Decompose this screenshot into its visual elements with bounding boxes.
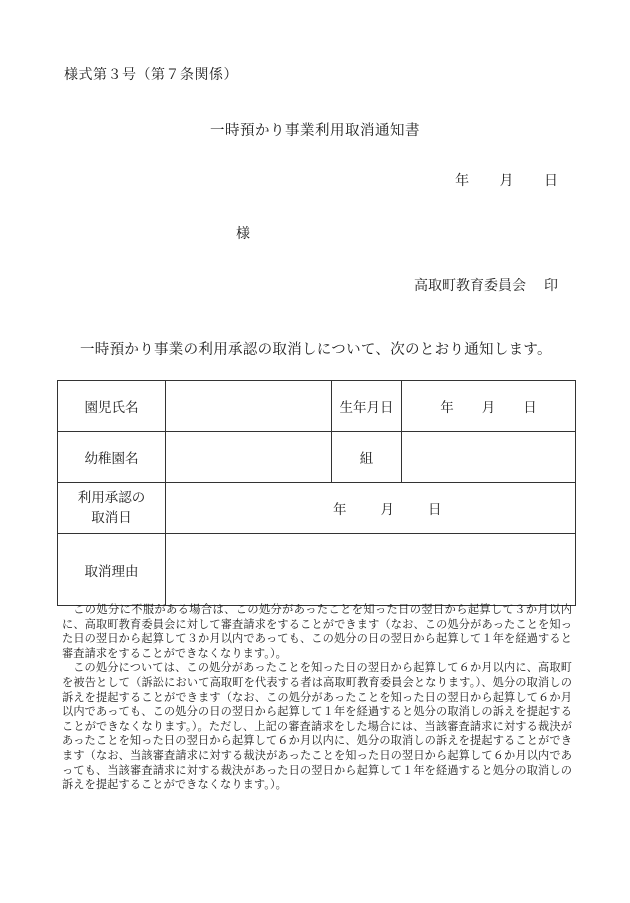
form-table: [57, 380, 576, 606]
addressee-suffix: 様: [236, 226, 250, 242]
cancel-date-month: 月: [380, 502, 394, 518]
issue-date: [455, 170, 558, 190]
appeal-notice: [62, 603, 572, 793]
intro-text: 一時預かり事業の利用承認の取消しについて、次のとおり通知します。: [80, 342, 552, 358]
cancel-date-label: [58, 483, 166, 534]
table-row: [58, 381, 576, 432]
birthdate-label: 生年月日: [332, 381, 402, 432]
table-row: [58, 432, 576, 483]
birthdate-year: 年: [440, 400, 454, 416]
table-row: [58, 534, 576, 606]
cancel-date-field: [166, 483, 576, 534]
reason-field: [166, 534, 576, 606]
child-name-field: [166, 381, 332, 432]
issue-date-month: 月: [499, 173, 514, 189]
seal-mark: 印: [544, 278, 558, 294]
form-number: 様式第３号（第７条関係）: [64, 67, 238, 83]
cancel-date-label-line2: 取消日: [91, 510, 132, 526]
birthdate-field: [402, 381, 576, 432]
kindergarten-field: [166, 432, 332, 483]
child-name-label: 園児氏名: [58, 381, 166, 432]
table-row: [58, 483, 576, 534]
appeal-notice-paragraph-1: この処分に不服がある場合は、この処分があったことを知った日の翌日から起算して３か月以内に、高取町教育委員会に対して審査請求をすることができます（なお、この処分があったことを知った日の翌日から起算して３か月以内であっても、この処分の日の翌日から起算して１年を経過すると審査請求をすることができなくなります。）。: [62, 603, 572, 660]
reason-label: 取消理由: [58, 534, 166, 606]
appeal-notice-paragraph-2: この処分については、この処分があったことを知った日の翌日から起算して６か月以内に、高取町を被告として（訴訟において高取町を代表する者は高取町教育委員会となります。）、処分の取消しの訴えを提起することができます（なお、この処分があったことを知った日の翌日から起算して６か月以内であっても、この処分の日の翌日から起算して１年を経過すると処分の取消しの訴えを提起することができなくなります。）。ただし、上記の審査請求をした場合には、当該審査請求に対する裁決があったことを知った日の翌日から起算して６か月以内に、処分の取消しの訴えを提起することができます（なお、当該審査請求に対する裁決があったことを知った日の翌日から起算して６か月以内であっても、当該審査請求に対する裁決があった日の翌日から起算して１年を経過すると処分の取消しの訴えを提起することができなくなります。）。: [62, 661, 572, 792]
issuer: [414, 275, 558, 295]
cancel-date-label-line1: 利用承認の: [77, 490, 146, 506]
class-label: 組: [332, 432, 402, 483]
birthdate-month: 月: [481, 400, 496, 416]
issue-date-year: 年: [455, 173, 470, 189]
document-title: 一時預かり事業利用取消通知書: [210, 123, 420, 139]
birthdate-day: 日: [523, 400, 537, 416]
issuer-name: 高取町教育委員会: [414, 278, 526, 294]
cancel-date-year: 年: [333, 502, 347, 518]
kindergarten-label: 幼稚園名: [58, 432, 166, 483]
cancel-date-day: 日: [428, 502, 442, 518]
issue-date-day: 日: [544, 173, 558, 189]
class-field: [402, 432, 576, 483]
